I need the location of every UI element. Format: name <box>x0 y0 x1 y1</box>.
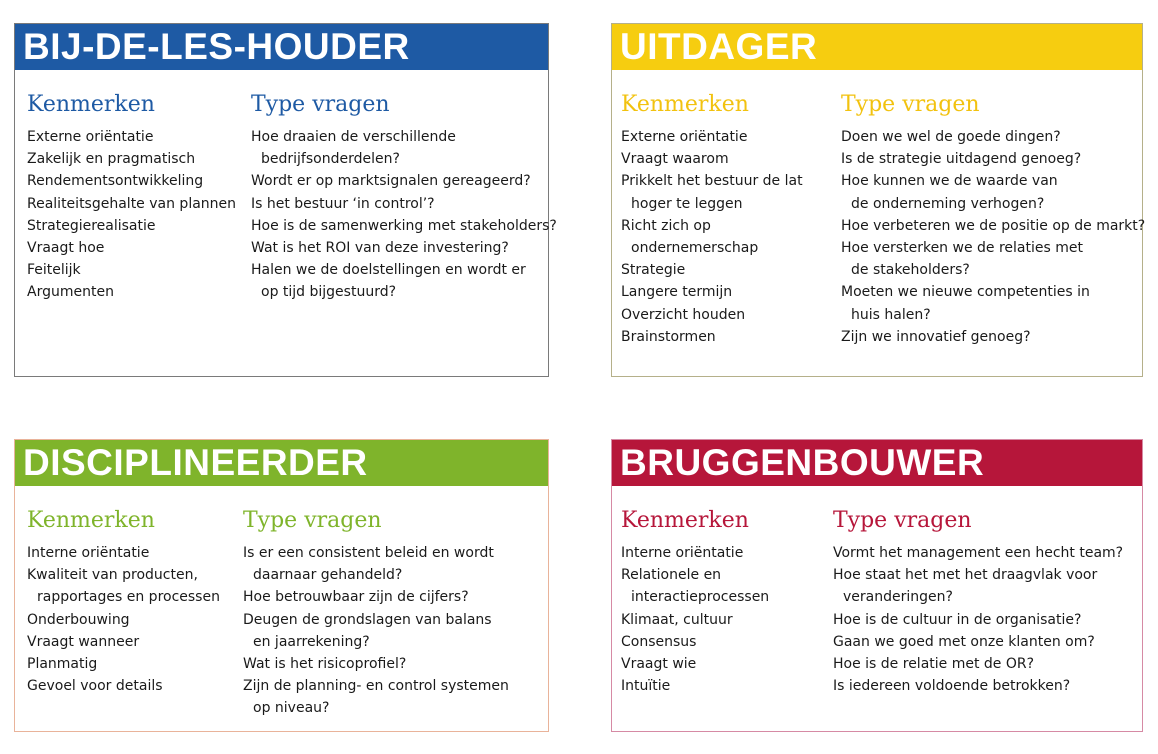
kenmerken-column <box>27 92 236 304</box>
kenmerken-list <box>27 126 236 304</box>
list-item: Feitelijk <box>27 262 81 279</box>
list-item: Gevoel voor details <box>27 678 163 695</box>
list-item: Langere termijn <box>621 284 733 301</box>
list-item: Zijn de planning- en control systemen <box>243 678 509 695</box>
list-item: Strategie <box>621 262 686 279</box>
list-item: Vraagt wanneer <box>27 633 140 650</box>
list-item-continued: de onderneming verhogen? <box>851 195 1045 212</box>
vragen-list <box>243 542 509 720</box>
list-item: Vraagt hoe <box>27 240 105 257</box>
list-item: Doen we wel de goede dingen? <box>841 129 1061 145</box>
list-item: Is de strategie uitdagend genoeg? <box>841 151 1082 168</box>
list-item: Prikkelt het bestuur de lat <box>621 173 803 190</box>
vragen-heading: Type vragen <box>251 92 390 117</box>
list-item: Gaan we goed met onze klanten om? <box>833 633 1095 650</box>
list-item: Is het bestuur ‘in control’? <box>251 195 435 212</box>
list-item-continued: de stakeholders? <box>851 262 970 279</box>
list-item: Klimaat, cultuur <box>621 611 733 628</box>
card-bruggenbouwer <box>611 439 1143 732</box>
list-item: Deugen de grondslagen van balans <box>243 611 492 628</box>
list-item: Is er een consistent beleid en wordt <box>243 545 494 561</box>
list-item-continued: daarnaar gehandeld? <box>253 567 403 584</box>
list-item: Wat is het risicoprofiel? <box>243 656 407 673</box>
vragen-column <box>841 92 1145 348</box>
list-item: Externe oriëntatie <box>621 129 748 145</box>
kenmerken-column <box>27 508 220 697</box>
list-item: Strategierealisatie <box>27 217 156 234</box>
vragen-list <box>251 126 557 304</box>
vragen-column <box>833 508 1123 697</box>
list-item-continued: ondernemerschap <box>631 240 759 257</box>
list-item: Planmatig <box>27 656 98 673</box>
kenmerken-list <box>621 126 803 348</box>
list-item: Consensus <box>621 633 697 650</box>
list-item-continued: bedrijfsonderdelen? <box>261 151 400 168</box>
list-item: Hoe is de relatie met de OR? <box>833 656 1035 673</box>
card-disciplineerder <box>14 439 549 732</box>
card-title: BRUGGENBOUWER <box>612 440 1142 486</box>
list-item: Hoe kunnen we de waarde van <box>841 173 1058 190</box>
vragen-list <box>833 542 1123 697</box>
vragen-heading: Type vragen <box>833 508 972 533</box>
kenmerken-column <box>621 92 803 348</box>
list-item: Halen we de doelstellingen en wordt er <box>251 262 526 279</box>
list-item-continued: interactieprocessen <box>631 589 770 606</box>
list-item: Overzicht houden <box>621 306 746 323</box>
list-item: Wat is het ROI van deze investering? <box>251 240 509 257</box>
list-item-continued: veranderingen? <box>843 589 953 606</box>
list-item: Hoe draaien de verschillende <box>251 129 456 145</box>
list-item: Hoe staat het met het draagvlak voor <box>833 567 1098 584</box>
list-item: Vraagt waarom <box>621 151 729 168</box>
vragen-heading: Type vragen <box>841 92 980 117</box>
list-item-continued: op tijd bijgestuurd? <box>261 284 397 301</box>
list-item: Externe oriëntatie <box>27 129 154 145</box>
kenmerken-heading: Kenmerken <box>621 508 749 533</box>
list-item: Relationele en <box>621 567 722 584</box>
list-item: Intuïtie <box>621 678 671 695</box>
list-item: Rendementsontwikkeling <box>27 173 204 190</box>
list-item: Hoe betrouwbaar zijn de cijfers? <box>243 589 469 606</box>
list-item: Argumenten <box>27 284 114 301</box>
list-item-continued: en jaarrekening? <box>253 633 370 650</box>
kenmerken-heading: Kenmerken <box>621 92 749 117</box>
list-item: Brainstormen <box>621 328 716 345</box>
list-item: Is iedereen voldoende betrokken? <box>833 678 1071 695</box>
vragen-column <box>251 92 557 304</box>
list-item: Richt zich op <box>621 217 711 234</box>
card-bij-de-les-houder <box>14 23 557 377</box>
card-title: DISCIPLINEERDER <box>15 440 548 486</box>
list-item-continued: rapportages en processen <box>37 589 220 606</box>
card-title: BIJ-DE-LES-HOUDER <box>15 24 548 70</box>
list-item: Realiteitsgehalte van plannen <box>27 195 237 212</box>
list-item: Wordt er op marktsignalen gereageerd? <box>251 173 531 190</box>
list-item: Onderbouwing <box>27 611 130 628</box>
list-item: Hoe versterken we de relaties met <box>841 240 1083 257</box>
list-item: Interne oriëntatie <box>621 545 744 561</box>
vragen-list <box>841 126 1145 348</box>
list-item-continued: huis halen? <box>851 306 931 323</box>
kenmerken-list <box>621 542 769 697</box>
kenmerken-heading: Kenmerken <box>27 508 155 533</box>
list-item: Kwaliteit van producten, <box>27 567 198 584</box>
card-title: UITDAGER <box>612 24 1142 70</box>
list-item: Zakelijk en pragmatisch <box>27 151 196 168</box>
list-item: Interne oriëntatie <box>27 545 150 561</box>
list-item: Hoe verbeteren we de positie op de markt? <box>841 217 1146 234</box>
kenmerken-list <box>27 542 220 697</box>
list-item: Vraagt wie <box>621 656 697 673</box>
kenmerken-column <box>621 508 769 697</box>
list-item-continued: op niveau? <box>253 700 330 717</box>
card-uitdager <box>611 23 1146 377</box>
vragen-heading: Type vragen <box>243 508 382 533</box>
list-item: Vormt het management een hecht team? <box>833 545 1124 561</box>
list-item: Zijn we innovatief genoeg? <box>841 328 1031 345</box>
list-item: Moeten we nieuwe competenties in <box>841 284 1090 301</box>
list-item: Hoe is de samenwerking met stakeholders? <box>251 217 557 234</box>
list-item-continued: hoger te leggen <box>631 195 743 212</box>
list-item: Hoe is de cultuur in de organisatie? <box>833 611 1082 628</box>
vragen-column <box>243 508 509 720</box>
kenmerken-heading: Kenmerken <box>27 92 155 117</box>
